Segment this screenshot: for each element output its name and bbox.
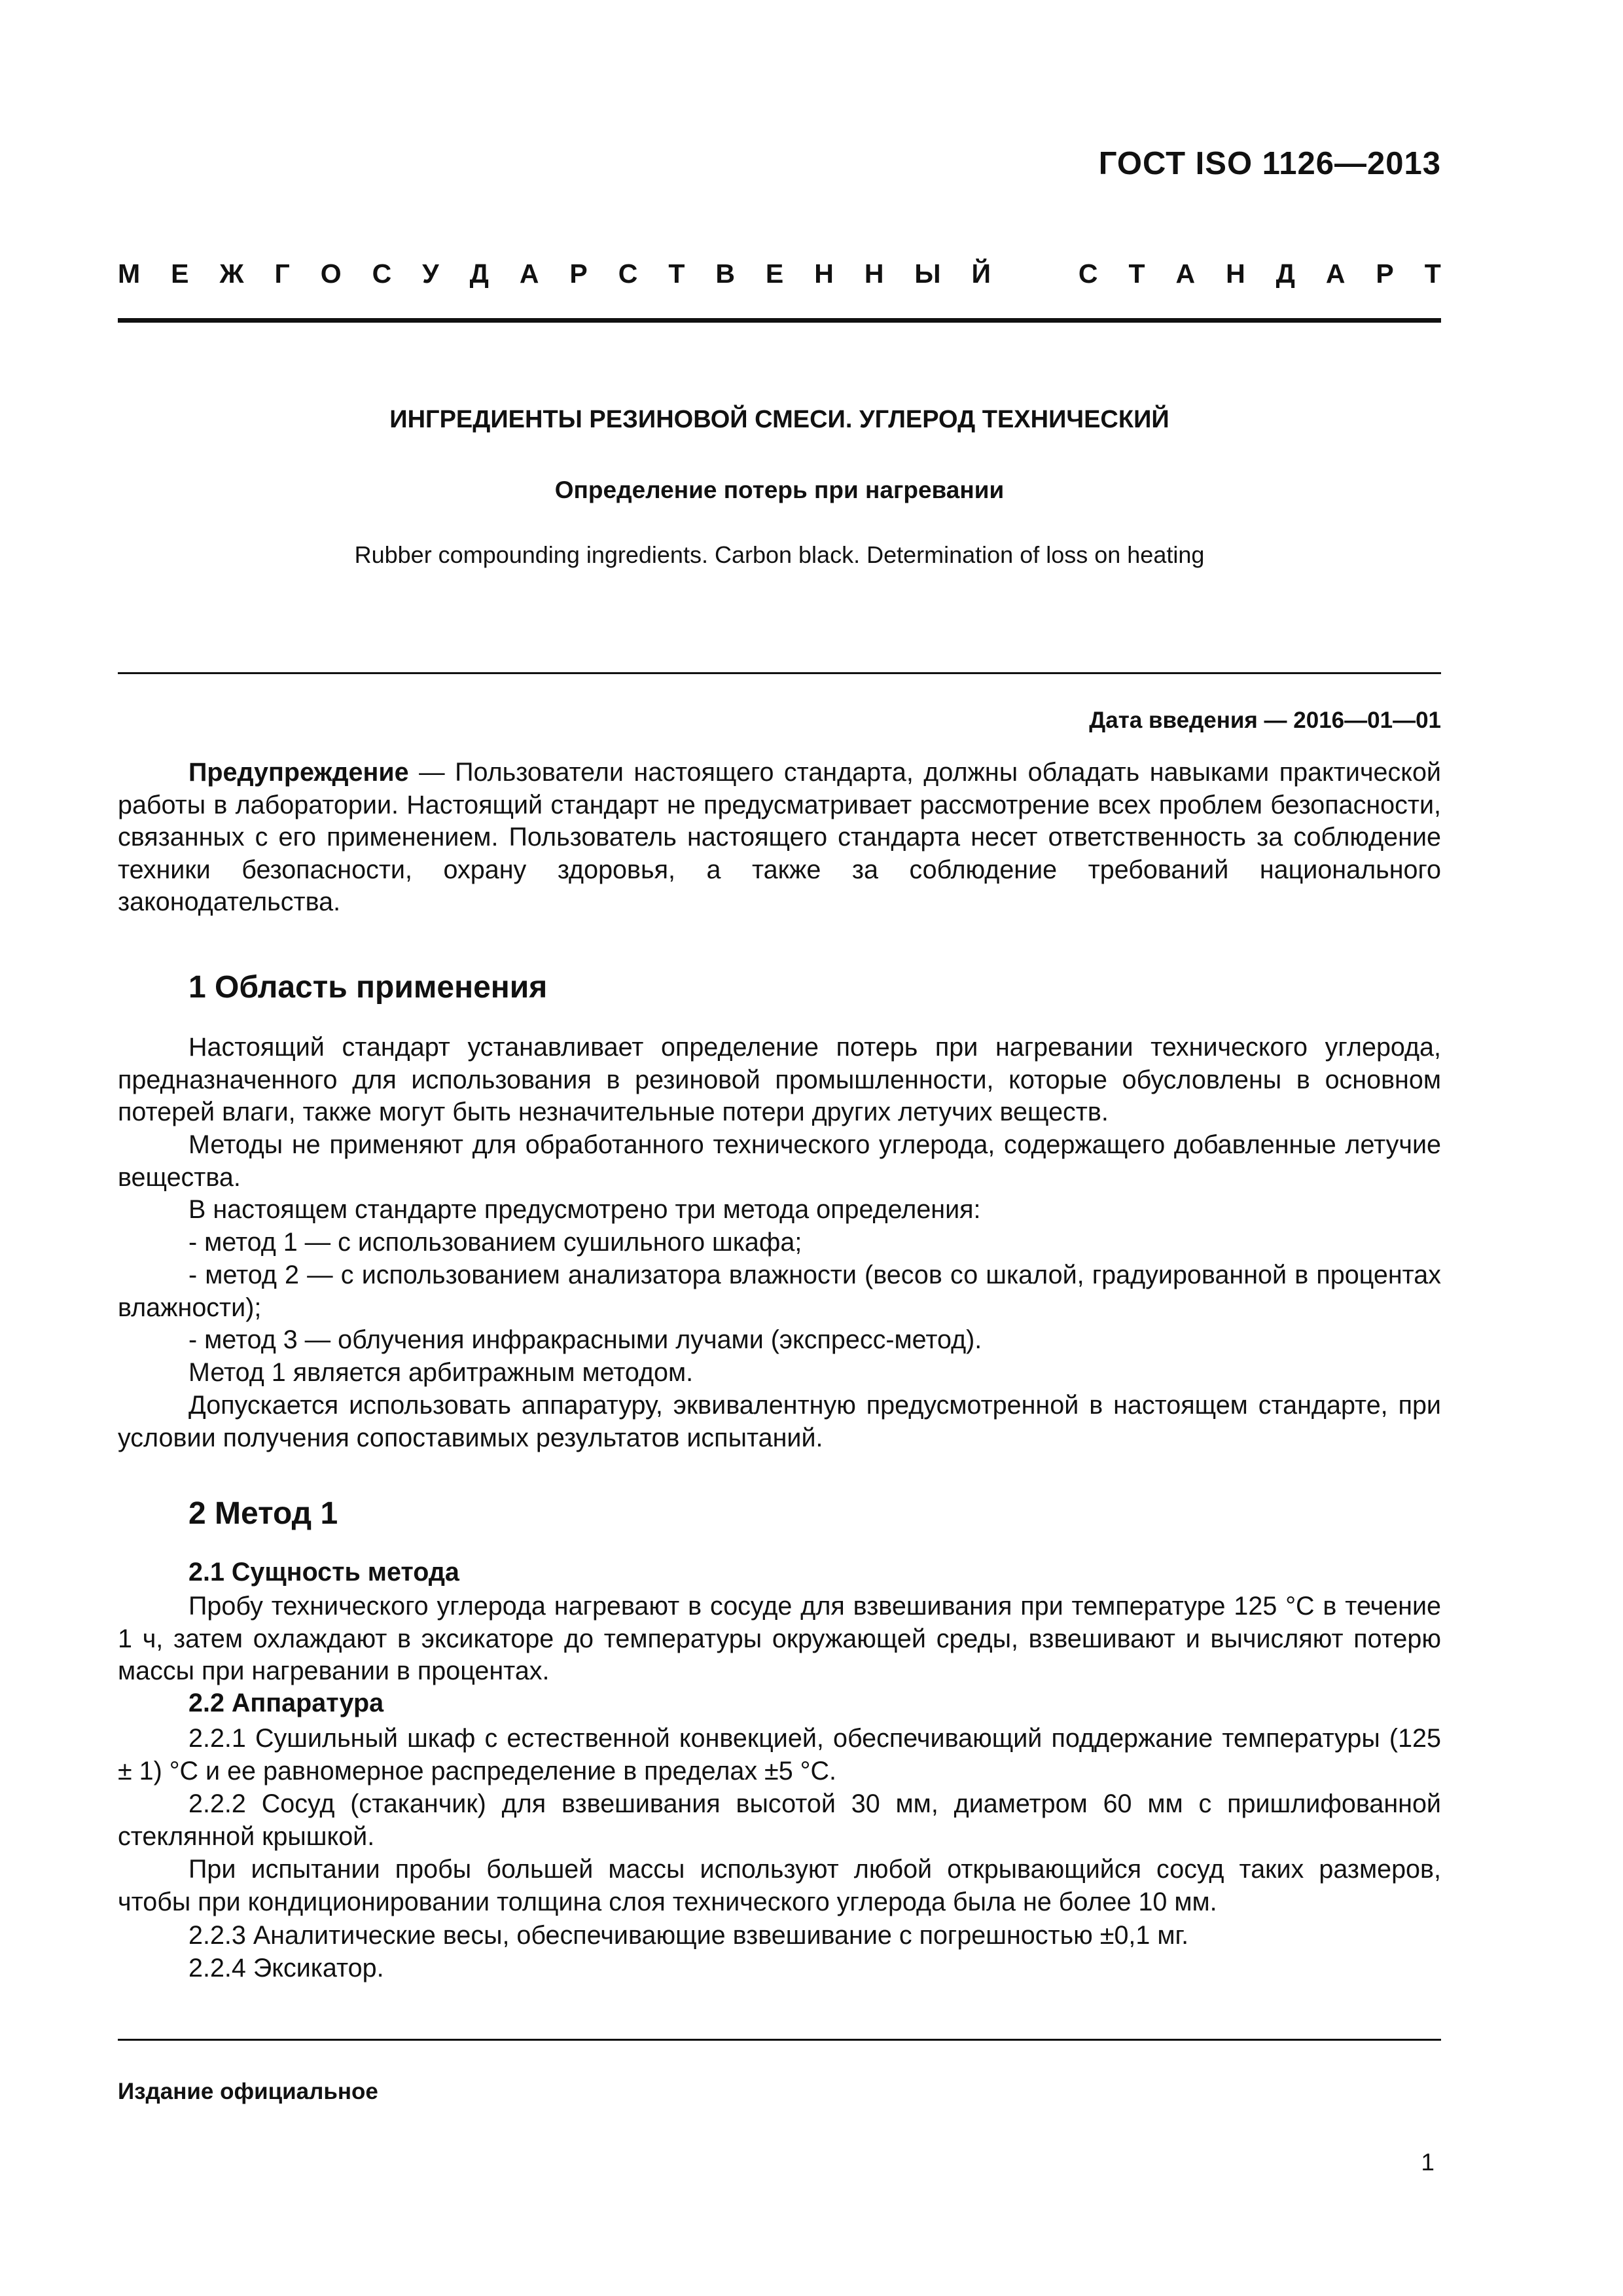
section-1-paragraph-1-text: Настоящий стандарт устанавливает определение потерь при нагревании технического углерода, предназначенного для использования в резиновой промышленности, которые обусловлены в основном потерей влаги, также могут быть незначительные потери других летучих веществ. (118, 1033, 1441, 1126)
subsection-2-1-heading: 2.1 Сущность метода (188, 1558, 459, 1587)
interstate_word1-letter: С (372, 259, 392, 289)
interstate-standard-heading (118, 259, 1441, 289)
official-edition-note: Издание официальное (118, 2079, 378, 2104)
section-1-paragraph-2-text: Методы не применяют для обработанного технического углерода, содержащего добавленные летучие вещества. (118, 1130, 1441, 1192)
interstate_word1-letter: О (320, 259, 342, 289)
interstate_word2-letter: Т (1424, 259, 1441, 289)
method-1-item: - метод 1 — с использованием сушильного шкафа; (188, 1228, 802, 1257)
subsection-2-1-paragraph-text: Пробу технического углерода нагревают в сосуде для взвешивания при температуре 125 °С в течение 1 ч, затем охлаждают в эксикаторе до температуры окружающей среды, взвешивают и вычисляют потерю массы при нагревании в процентах. (118, 1592, 1441, 1685)
interstate_word1-letter: Д (469, 259, 489, 289)
clause-2-2-1-text: 2.2.1 Сушильный шкаф с естественной конвекцией, обеспечивающий поддержание температуры (125 ± 1) °С и ее равномерное распределение в пределах ±5 °С. (118, 1724, 1441, 1785)
interstate_word1-letter: Ы (914, 259, 941, 289)
footer-rule (118, 2039, 1441, 2041)
warning-label: Предупреждение (188, 758, 409, 787)
clause-2-2-2-text: 2.2.2 Сосуд (стаканчик) для взвешивания высотой 30 мм, диаметром 60 мм с пришлифованной стеклянной крышкой. (118, 1789, 1441, 1851)
interstate_word2-letter: Р (1376, 259, 1394, 289)
interstate_word1-letter: Й (971, 259, 991, 289)
warning-paragraph (118, 757, 1441, 919)
clause-2-2-1 (118, 1723, 1441, 1787)
interstate_word1-letter: Н (814, 259, 834, 289)
clause-2-2-4: 2.2.4 Эксикатор. (188, 1954, 384, 1982)
section-1-paragraph-5-text: Допускается использовать аппаратуру, эквивалентную предусмотренной в настоящем стандарте, при условии получения сопоставимых результатов испытаний. (118, 1391, 1441, 1452)
subsection-2-1-paragraph (118, 1590, 1441, 1688)
clause-2-2-2-note (118, 1854, 1441, 1918)
interstate_word1-letter: Р (569, 259, 588, 289)
clause-2-2-2-note-text: При испытании пробы большей массы используют любой открывающийся сосуд таких размеров, чтобы при кондиционировании толщина слоя технического углерода была не более 10 мм. (118, 1855, 1441, 1916)
header-thick-rule (118, 318, 1441, 323)
warning-text: — Пользователи настоящего стандарта, должны обладать навыками практической работы в лаборатории. Настоящий стандарт не предусматривает рассмотрение всех проблем безопасности, связанных с его применением. Пользователь настоящего стандарта несет ответственность за соблюдение техники безопасности, охрану здоровья, а также за соблюдение требований национального законодательства. (118, 758, 1441, 916)
section-1-paragraph-3: В настоящем стандарте предусмотрено три метода определения: (188, 1195, 981, 1224)
interstate_word1-letter: Н (864, 259, 884, 289)
introduction-date: Дата введения — 2016—01—01 (1089, 708, 1441, 733)
word-gap (1022, 259, 1048, 289)
interstate_word1-letter: В (715, 259, 735, 289)
interstate_word2-letter: С (1078, 259, 1098, 289)
clause-2-2-2 (118, 1788, 1441, 1853)
page-number: 1 (1421, 2149, 1435, 2176)
document-title-english: Rubber compounding ingredients. Carbon black. Determination of loss on heating (354, 541, 1205, 568)
section-1-paragraph-4: Метод 1 является арбитражным методом. (188, 1358, 694, 1387)
interstate_word1-letter: Ж (219, 259, 244, 289)
method-3-item: - метод 3 — облучения инфракрасными лучами (экспресс-метод). (188, 1325, 982, 1354)
method-2-item (118, 1259, 1441, 1324)
interstate_word1-letter: Т (668, 259, 685, 289)
interstate_word1-letter: У (422, 259, 439, 289)
document-title: ИНГРЕДИЕНТЫ РЕЗИНОВОЙ СМЕСИ. УГЛЕРОД ТЕХНИЧЕСКИЙ (389, 406, 1169, 433)
interstate_word2-letter: Д (1275, 259, 1295, 289)
method-2-item-text: - метод 2 — с использованием анализатора влажности (весов со шкалой, градуированной в процентах влажности); (118, 1261, 1441, 1322)
section-1-paragraph-2 (118, 1129, 1441, 1194)
title-separator-rule (118, 672, 1441, 674)
section-1-paragraph-5 (118, 1390, 1441, 1454)
interstate_word2-letter: А (1325, 259, 1346, 289)
section-2-heading: 2 Метод 1 (188, 1496, 338, 1531)
document-subtitle: Определение потерь при нагревании (554, 476, 1005, 503)
interstate_word1-letter: М (118, 259, 141, 289)
interstate_word2-letter: А (1175, 259, 1196, 289)
document-code: ГОСТ ISO 1126—2013 (1098, 146, 1441, 181)
interstate_word1-letter: Е (765, 259, 784, 289)
interstate_word1-letter: С (618, 259, 638, 289)
clause-2-2-3: 2.2.3 Аналитические весы, обеспечивающие взвешивание с погрешностью ±0,1 мг. (188, 1921, 1189, 1950)
interstate_word1-letter: Г (274, 259, 290, 289)
interstate_word1-letter: Е (171, 259, 189, 289)
section-1-paragraph-1 (118, 1031, 1441, 1129)
interstate_word2-letter: Т (1128, 259, 1145, 289)
interstate_word1-letter: А (519, 259, 539, 289)
section-1-heading: 1 Область применения (188, 970, 548, 1005)
subsection-2-2-heading: 2.2 Аппаратура (188, 1689, 384, 1717)
interstate_word2-letter: Н (1226, 259, 1245, 289)
